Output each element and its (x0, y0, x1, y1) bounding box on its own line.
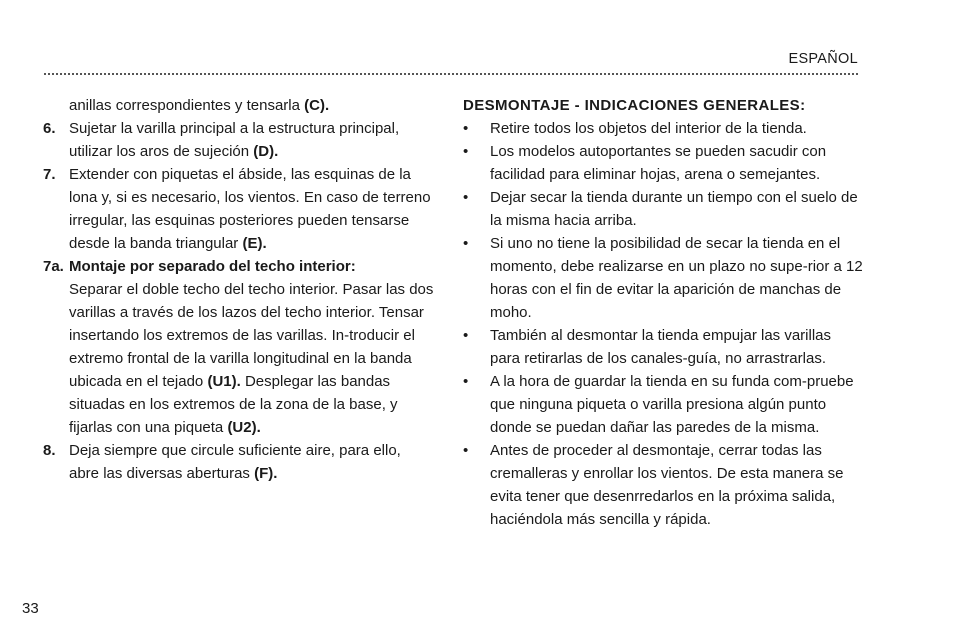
step-text (69, 117, 435, 163)
list-item (463, 439, 863, 531)
step-6 (43, 117, 435, 163)
figure-ref: (U2). (227, 419, 261, 436)
step-number: 7. (43, 166, 56, 183)
page-number: 33 (22, 600, 39, 617)
bullet-icon: • (463, 235, 469, 252)
figure-ref: (F). (254, 465, 278, 482)
figure-ref: (E). (242, 235, 267, 252)
step-body: Separar el doble techo del techo interior. Pasar las dos varillas a través de los lazos del techo interior. Tensar insertando los extremos de las varillas. In-troducir el extremo frontal de la varilla longitudinal en la banda ubicada en el tejado (69, 281, 434, 390)
bullet-icon: • (463, 189, 469, 206)
step-text (69, 439, 435, 485)
dotted-divider (44, 73, 858, 75)
language-label: ESPAÑOL (788, 51, 858, 67)
right-column (463, 94, 863, 531)
bullet-list (463, 117, 863, 531)
continued-paragraph (43, 94, 435, 117)
step-8 (43, 439, 435, 485)
list-item (463, 370, 863, 439)
step-body: Deja siempre que circule suficiente aire, para ello, abre las diversas aberturas (69, 442, 401, 482)
section-heading: DESMONTAJE - INDICACIONES GENERALES: (463, 97, 806, 114)
figure-ref: (U1). (207, 373, 241, 390)
step-number: 7a. (43, 258, 64, 275)
step-body: Sujetar la varilla principal a la estructura principal, utilizar los aros de sujeción (69, 120, 400, 160)
step-text (69, 255, 435, 439)
bullet-icon: • (463, 442, 469, 459)
list-item-text: También al desmontar la tienda empujar las varillas para retirarlas de los canales-guía, no arrastrarlas. (490, 327, 832, 367)
list-item-text: A la hora de guardar la tienda en su funda com-pruebe que ninguna piqueta o varilla presiona algún punto donde se puedan dañar las paredes de la misma. (490, 373, 854, 436)
step-title: Montaje por separado del techo interior: (69, 258, 356, 275)
list-item (463, 140, 863, 186)
bullet-icon: • (463, 143, 469, 160)
step-7a (43, 255, 435, 439)
list-item-text: Retire todos los objetos del interior de la tienda. (490, 120, 807, 137)
bullet-icon: • (463, 120, 469, 137)
list-item (463, 186, 863, 232)
list-item (463, 117, 863, 140)
list-item-text: Dejar secar la tienda durante un tiempo con el suelo de la misma hacia arriba. (490, 189, 858, 229)
list-item-text: Los modelos autoportantes se pueden sacudir con facilidad para eliminar hojas, arena o semejantes. (490, 143, 827, 183)
bullet-icon: • (463, 373, 469, 390)
list-item-text: Si uno no tiene la posibilidad de secar la tienda en el momento, debe realizarse en un plazo no supe-rior a 12 horas con el fin de evitar la aparición de manchas de moho. (490, 235, 863, 321)
list-item (463, 232, 863, 324)
step-number: 8. (43, 442, 56, 459)
step-text (69, 163, 435, 255)
bullet-icon: • (463, 327, 469, 344)
step-body: Extender con piquetas el ábside, las esquinas de la lona y, si es necesario, los vientos. En caso de terreno irregular, las esquinas posteriores pueden tensarse desde la banda triangular (69, 166, 431, 252)
step-7 (43, 163, 435, 255)
left-column (43, 94, 435, 485)
step-number: 6. (43, 120, 56, 137)
step-body: Desplegar las bandas situadas en los extremos de la zona de la base, y fijarlas con una piqueta (69, 373, 398, 436)
list-item-text: Antes de proceder al desmontaje, cerrar todas las cremalleras y enrollar los vientos. De esta manera se evita tener que desenrredarlos en la próxima salida, haciéndola más sencilla y rápida. (490, 442, 844, 528)
continued-text: anillas correspondientes y tensarla (69, 97, 305, 114)
figure-ref: (D). (253, 143, 279, 160)
figure-ref: (C). (304, 97, 330, 114)
list-item (463, 324, 863, 370)
